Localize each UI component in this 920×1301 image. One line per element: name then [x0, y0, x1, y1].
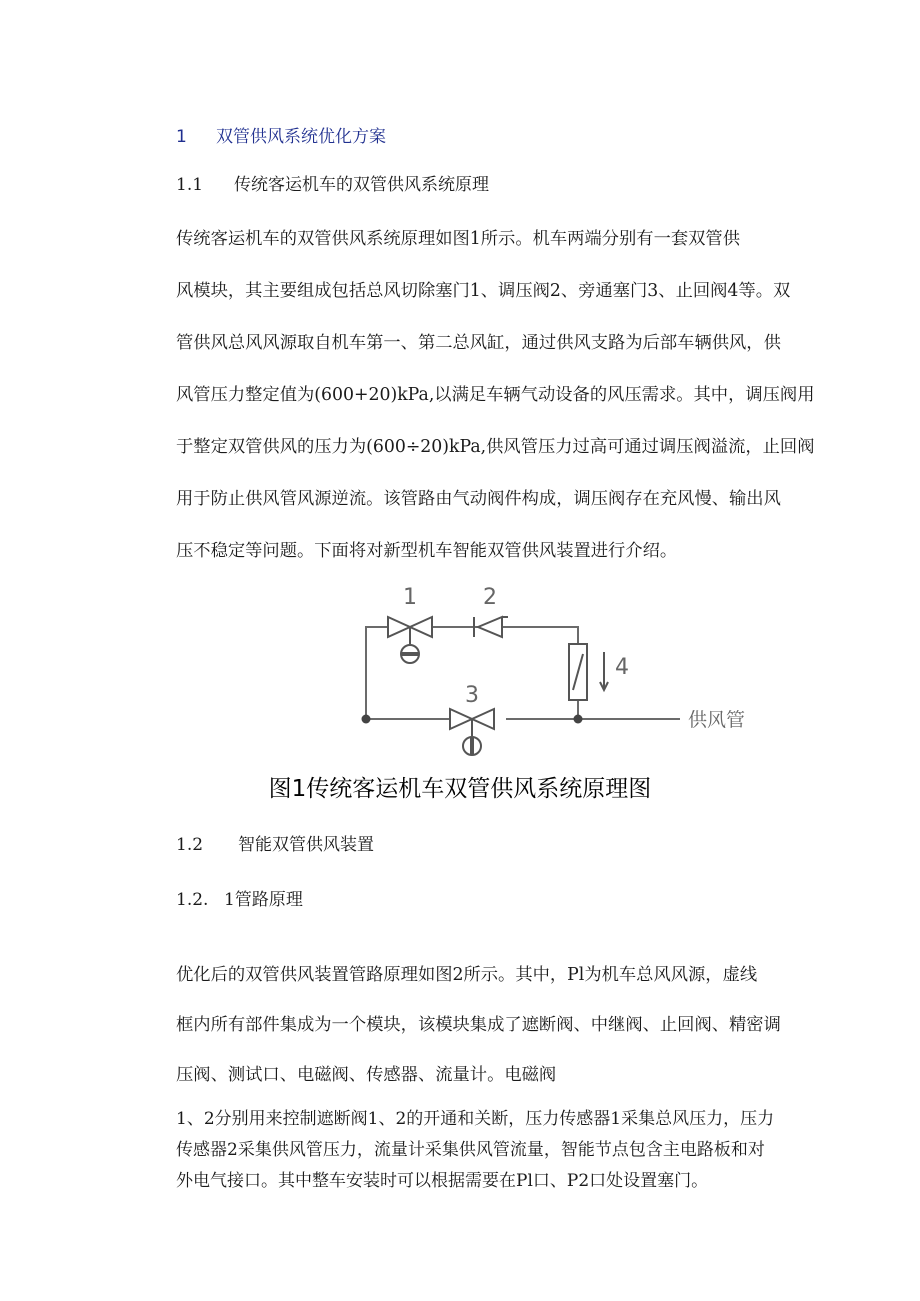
- paragraph-line: 风管压力整定值为(600+20)kPa,以满足车辆气动设备的风压需求。其中，调压阀用: [176, 385, 815, 405]
- valve-3-symbol: [450, 709, 494, 755]
- junction-dot-right: [574, 715, 583, 724]
- paragraph-line: 用于防止供风管风源逆流。该管路由气动阀件构成，调压阀存在充风慢、输出风: [176, 489, 781, 509]
- subsection-number: 1.2: [176, 835, 204, 855]
- subsection-heading-1-1: [176, 170, 489, 195]
- section-heading-1: [176, 122, 386, 147]
- paragraph-line: 压阀、测试口、电磁阀、传感器、流量计。电磁阀: [176, 1065, 557, 1085]
- paragraph-2: [176, 950, 796, 1100]
- paragraph-line: 外电气接口。其中整车安装时可以根据需要在Pl口、P2口处设置塞门。: [176, 1171, 709, 1191]
- figure-1-diagram: [340, 578, 770, 768]
- section-title: 双管供风系统优化方案: [216, 127, 386, 147]
- subsection-title: 传统客运机车的双管供风系统原理: [234, 175, 489, 195]
- label-valve-1: 1: [403, 585, 417, 610]
- paragraph-line: 管供风总风风源取自机车第一、第二总风缸，通过供风支路为后部车辆供风，供: [176, 333, 781, 353]
- section-number: 1: [176, 127, 187, 147]
- paragraph-line: 于整定双管供风的压力为(600÷20)kPa,供风管压力过高可通过调压阀溢流，止回阀: [176, 437, 815, 457]
- paragraph-line: 压不稳定等问题。下面将对新型机车智能双管供风装置进行介绍。: [176, 541, 678, 561]
- paragraph-line: 传统客运机车的双管供风系统原理如图1所示。机车两端分别有一套双管供: [176, 229, 740, 249]
- paragraph-line: 传感器2采集供风管压力，流量计采集供风管流量，智能节点包含主电路板和对: [176, 1140, 765, 1160]
- label-valve-3: 3: [465, 683, 479, 708]
- label-valve-2: 2: [483, 585, 497, 610]
- junction-dot-left: [362, 715, 371, 724]
- valve-4-symbol: [569, 644, 608, 700]
- paragraph-line: 优化后的双管供风装置管路原理如图2所示。其中，Pl为机车总风风源，虚线: [176, 965, 758, 985]
- pipe-lines: [366, 627, 680, 719]
- subsection-heading-1-2: [176, 830, 374, 855]
- valve-2-symbol: [474, 617, 508, 637]
- label-valve-4: 4: [615, 655, 629, 680]
- label-supply-pipe: 供风管: [688, 709, 746, 731]
- subsection-title: 1管路原理: [224, 890, 303, 910]
- subsection-number: 1.2.: [176, 890, 209, 910]
- paragraph-3: [176, 1104, 796, 1197]
- figure-1-caption: 图1传统客运机车双管供风系统原理图: [268, 776, 652, 802]
- subsection-heading-1-2-1: [176, 885, 303, 910]
- paragraph-line: 风模块，其主要组成包括总风切除塞门1、调压阀2、旁通塞门3、止回阀4等。双: [176, 281, 791, 301]
- valve-1-symbol: [388, 617, 432, 663]
- paragraph-line: 1、2分别用来控制遮断阀1、2的开通和关断，压力传感器1采集总风压力，压力: [176, 1109, 775, 1129]
- subsection-number: 1.1: [176, 175, 204, 195]
- paragraph-1: [176, 213, 815, 577]
- subsection-title: 智能双管供风装置: [238, 835, 374, 855]
- paragraph-line: 框内所有部件集成为一个模块，该模块集成了遮断阀、中继阀、止回阀、精密调: [176, 1015, 781, 1035]
